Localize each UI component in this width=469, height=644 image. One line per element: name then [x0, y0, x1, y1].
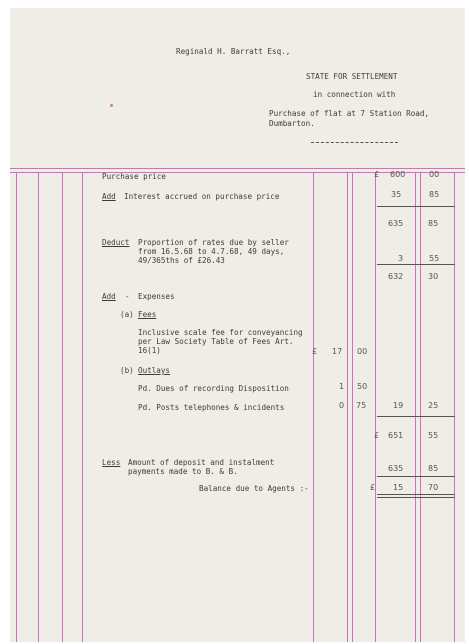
fees-label: Fees [138, 310, 157, 319]
margin-line [62, 172, 63, 642]
sum-rule [377, 206, 455, 207]
less-line-1: Amount of deposit and instalment [128, 458, 275, 467]
less-pounds: 635 [388, 464, 404, 473]
subtotal-1-pence: 85 [428, 219, 439, 228]
posts-pence: 75 [356, 401, 367, 410]
statement-page [10, 8, 465, 642]
column-line [375, 172, 376, 642]
purchase-price-pounds: 600 [390, 170, 406, 179]
top-rule [10, 168, 465, 169]
column-line [347, 172, 348, 642]
deduct-line-2: from 16.5.68 to 4.7.68, 49 days, [138, 247, 285, 256]
subtotal-3-pence: 55 [428, 431, 439, 440]
interest-label: Interest accrued on purchase price [124, 192, 280, 201]
addressee: Reginald H. Barratt Esq., [176, 47, 291, 56]
deduct-keyword: Deduct [102, 238, 130, 247]
recording-dues-pence: 50 [357, 382, 368, 391]
balance-pounds: 15 [393, 483, 404, 492]
deduct-line-1: Proportion of rates due by seller [138, 238, 289, 247]
pound-sign: £ [374, 170, 380, 179]
balance-pound-sign: £ [370, 483, 376, 492]
statement-title: STATE FOR SETTLEMENT [306, 72, 398, 81]
outlays-label: Outlays [138, 366, 171, 375]
fees-line-2: per Law Society Table of Fees Art. [138, 337, 294, 346]
column-line [420, 172, 421, 642]
interest-pounds: 35 [391, 190, 402, 199]
subtotal-1-pounds: 635 [388, 219, 404, 228]
subtotal-3-pound-sign: £ [374, 431, 380, 440]
outlays-total-pounds: 19 [393, 401, 404, 410]
fees-pence: 00 [357, 347, 368, 356]
fees-pound-sign: £ [312, 347, 318, 356]
deduct-pence: 55 [429, 254, 440, 263]
recording-dues-pounds: 1 [339, 382, 345, 391]
subtotal-2-pence: 30 [428, 272, 439, 281]
column-line [313, 172, 314, 642]
purchase-price-pence: 00 [429, 170, 440, 179]
column-line [454, 172, 455, 642]
sum-rule [377, 476, 455, 477]
less-keyword: Less [102, 458, 121, 467]
expenses-add-keyword: Add [102, 292, 116, 301]
fees-line-1: Inclusive scale fee for conveyancing [138, 328, 303, 337]
balance-rule [377, 494, 455, 495]
expenses-dash: - [125, 292, 130, 301]
header-line-4: Dumbarton. [269, 119, 315, 128]
subtotal-3-pounds: 651 [388, 431, 404, 440]
less-line-2: payments made to B. & B. [128, 467, 238, 476]
posts-pounds: 0 [339, 401, 345, 410]
subtotal-2-pounds: 632 [388, 272, 404, 281]
purchase-price-label: Purchase price [102, 172, 167, 181]
balance-rule [377, 497, 455, 498]
less-pence: 85 [428, 464, 439, 473]
column-line [352, 172, 353, 642]
fees-pounds: 17 [332, 347, 343, 356]
margin-line [16, 172, 17, 642]
fees-marker: (a) [120, 310, 134, 319]
balance-pence: 70 [428, 483, 439, 492]
column-line [415, 172, 416, 642]
header-line-2: in connection with [313, 90, 396, 99]
margin-line [82, 172, 83, 642]
stain-mark [110, 104, 113, 107]
interest-pence: 85 [429, 190, 440, 199]
deduct-line-3: 49/365ths of £26.43 [138, 256, 225, 265]
deduct-pounds: 3 [398, 254, 404, 263]
outlays-marker: (b) [120, 366, 134, 375]
sum-rule [377, 416, 455, 417]
outlays-total-pence: 25 [428, 401, 439, 410]
balance-label: Balance due to Agents :- [199, 484, 309, 493]
sum-rule [377, 264, 455, 265]
add-keyword: Add [102, 192, 116, 201]
fees-line-3: 16(1) [138, 346, 161, 355]
posts-label: Pd. Posts telephones & incidents [138, 403, 285, 412]
header-line-3: Purchase of flat at 7 Station Road, [269, 109, 430, 118]
margin-line [38, 172, 39, 642]
expenses-label: Expenses [138, 292, 175, 301]
recording-dues-label: Pd. Dues of recording Disposition [138, 384, 289, 393]
header-divider [311, 142, 398, 143]
